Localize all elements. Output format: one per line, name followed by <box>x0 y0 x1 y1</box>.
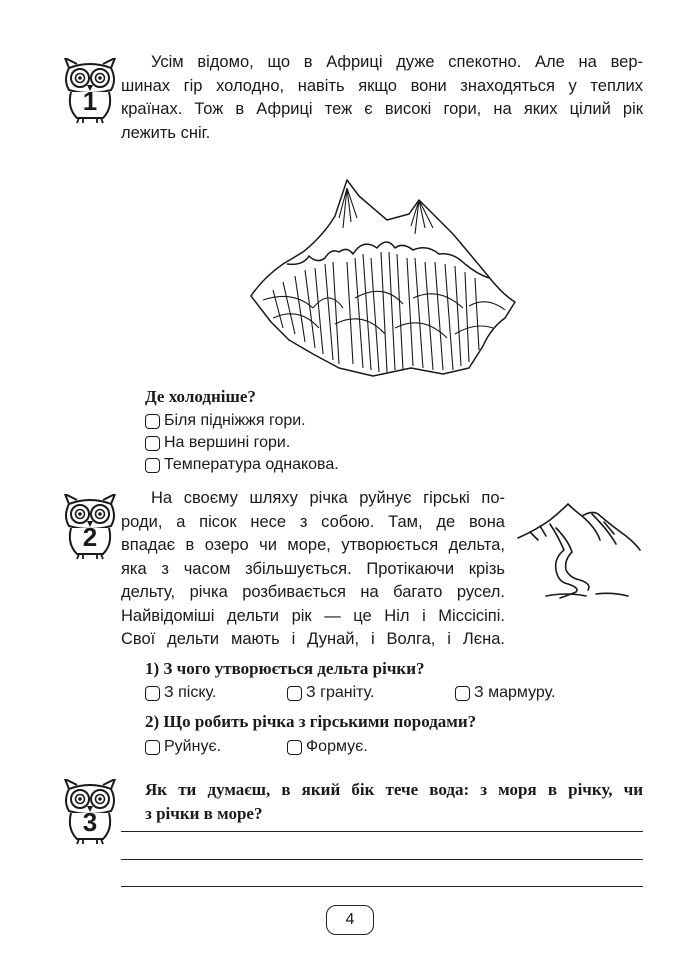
checkbox[interactable] <box>145 436 160 451</box>
task-1-line-4: лежить сніг. <box>121 123 211 142</box>
task-2-number: 2 <box>82 522 98 552</box>
checkbox[interactable] <box>287 686 302 701</box>
task-2-line-5: дельту, річка розбивається на багато русел. <box>121 583 505 601</box>
task-1-line-1: Усім відомо, що в Африці дуже спекотно. Але на вер- <box>151 53 643 71</box>
answer-line-3[interactable] <box>121 886 643 887</box>
mountain-illustration <box>243 178 521 378</box>
task-2-q1-option-1[interactable]: З піску. <box>145 682 216 704</box>
task-2-q2-option-1[interactable]: Руйнує. <box>145 736 221 758</box>
task-1-line-2: шинах гір холодно, навіть якщо вони знаходяться у теплих <box>121 76 643 95</box>
task-3-question <box>145 778 643 826</box>
task-3-question-line-1: Як ти думаєш, в який бік тече вода: з моря в річку, чи <box>145 780 643 799</box>
answer-line-2[interactable] <box>121 859 643 860</box>
answer-line-1[interactable] <box>121 831 643 832</box>
task-1-option-2[interactable]: На вершині гори. <box>145 432 339 454</box>
task-1-line-3: країнах. Тож в Африці теж є високі гори, на яких цілий рік <box>121 100 643 118</box>
task-2-q2-options <box>145 736 465 758</box>
task-2-q1-option-3[interactable]: З мармуру. <box>455 682 555 704</box>
task-2-text <box>121 487 505 652</box>
river-delta-illustration <box>516 500 642 600</box>
task-2-line-3: впадає в озеро чи море, утворюється дельта, <box>121 536 505 554</box>
task-2-question-2: 2) Що робить річка з гірськими породами? <box>145 712 477 731</box>
checkbox[interactable] <box>145 740 160 755</box>
checkbox[interactable] <box>145 686 160 701</box>
task-3-owl-icon <box>62 779 118 845</box>
task-2-line-1: На своєму шляху річка руйнує гірські по- <box>151 489 505 507</box>
task-2-question-1: 1) З чого утворюється дельта річки? <box>145 659 425 678</box>
task-1-option-1[interactable]: Біля підніжжя гори. <box>145 410 339 432</box>
task-2-q1-option-2[interactable]: З граніту. <box>287 682 374 704</box>
task-2-q2-option-2[interactable]: Формує. <box>287 736 368 758</box>
task-1-option-3[interactable]: Температура однакова. <box>145 454 339 476</box>
task-2-line-6: Найвідоміші дельти рік — це Ніл і Міссісіпі. <box>121 606 505 625</box>
task-1-options <box>145 410 339 476</box>
page-number: 4 <box>326 905 374 935</box>
checkbox[interactable] <box>145 458 160 473</box>
task-2-line-2: роди, а пісок несе з собою. Там, де вона <box>121 512 505 531</box>
checkbox[interactable] <box>287 740 302 755</box>
task-2-line-7: Свої дельти мають і Дунай, і Волга, і Лєна. <box>121 630 505 648</box>
task-1-question: Де холодніше? <box>145 387 256 406</box>
task-3-number: 3 <box>82 807 98 837</box>
task-1-owl-icon <box>62 58 118 124</box>
checkbox[interactable] <box>145 414 160 429</box>
task-3-question-line-2: з річки в море? <box>145 804 263 823</box>
task-1-text <box>121 51 643 145</box>
task-2-line-4: яка з часом збільшується. Протікаючи крізь <box>121 559 505 578</box>
task-1-number: 1 <box>82 86 98 116</box>
checkbox[interactable] <box>455 686 470 701</box>
task-2-q1-options <box>145 682 605 704</box>
task-2-owl-icon <box>62 494 118 560</box>
